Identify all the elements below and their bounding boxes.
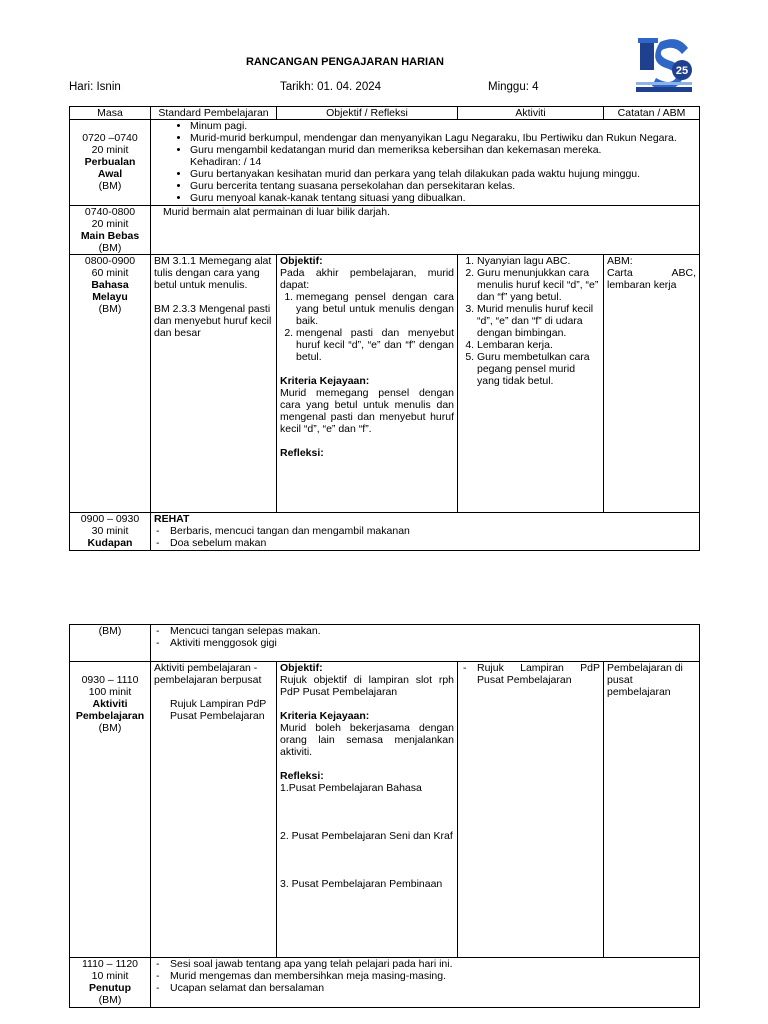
time-cell: [70, 206, 151, 255]
session-name: Bahasa: [91, 279, 129, 291]
list-item: 4. Lembaran kerja.: [477, 339, 600, 351]
objective-cell: [277, 662, 458, 958]
list-item: 3. Murid menulis huruf kecil “d”, “e” dan “f” di udara dengan bimbingan.: [477, 303, 600, 339]
date-label: Tarikh: 01. 04. 2024: [280, 81, 382, 93]
time-range: 0900 – 0930: [80, 513, 140, 525]
table-row-continuation: [70, 625, 700, 662]
language-tag: (BM): [98, 242, 122, 254]
lesson-table-1: [69, 106, 700, 551]
aktiviti-cell: [458, 255, 604, 513]
abm-text: Carta ABC, lembaran kerja: [607, 267, 696, 291]
duration: 30 minit: [91, 525, 129, 537]
reflection-item: 2. Pusat Pembelajaran Seni dan Kraf: [280, 830, 453, 842]
school-logo: [630, 30, 698, 98]
list-item: • Guru bercerita tentang suasana persekolahan dan persekitaran kelas.: [190, 180, 696, 192]
language-tag: (BM): [98, 303, 122, 315]
time-range: 0930 – 1110: [81, 674, 139, 686]
table-row-kudapan: [70, 513, 700, 551]
criteria-label: Kriteria Kejayaan:: [280, 375, 370, 387]
session-name: Kudapan: [87, 537, 133, 549]
language-tag: (BM): [98, 180, 122, 192]
list-item: 5. Guru membetulkan cara pegang pensel murid yang tidak betul.: [477, 351, 600, 387]
duration: 20 minit: [91, 144, 129, 156]
criteria-text: Murid boleh bekerjasama dengan orang lain semasa menjalankan aktiviti.: [280, 722, 454, 758]
session-name: Perbualan: [84, 156, 136, 168]
catatan-cell: [604, 662, 700, 958]
table-row-bahasa-melayu: [70, 255, 700, 513]
col-header-standard: Standard Pembelajaran: [151, 107, 277, 120]
activity-cell: [151, 958, 700, 1008]
language-tag: (BM): [98, 722, 122, 734]
language-tag: (BM): [98, 625, 122, 637]
table-header-row: [70, 107, 700, 120]
duration: 20 minit: [91, 218, 129, 230]
aktiviti-list: [461, 255, 600, 387]
time-cell: [70, 120, 151, 206]
session-name: Penutup: [89, 982, 131, 994]
catatan-cell: [604, 255, 700, 513]
criteria-label: Kriteria Kejayaan:: [280, 710, 370, 722]
rehat-heading: REHAT: [154, 513, 190, 525]
list-item: - Doa sebelum makan: [154, 537, 696, 549]
list-item: • Guru mengambil kedatangan murid dan memeriksa kebersihan dan kekemasan mereka.: [190, 144, 696, 156]
list-item: 1. memegang pensel dengan cara yang betul untuk menulis dengan baik.: [296, 291, 454, 327]
standard-1: Aktiviti pembelajaran -pembelajaran berpusat: [154, 662, 262, 686]
list-item: - Berbaris, mencuci tangan dan mengambil makanan: [154, 525, 696, 537]
activity-cell: [151, 513, 700, 551]
table-row-penutup: [70, 958, 700, 1008]
list-item: 2. mengenal pasti dan menyebut huruf kecil “d”, “e” dan “f” dengan betul.: [296, 327, 454, 363]
objective-list: [280, 291, 454, 363]
abm-label: ABM:: [607, 255, 633, 267]
list-item: - Murid mengemas dan membersihkan meja masing-masing.: [154, 970, 696, 982]
list-item: - Mencuci tangan selepas makan.: [154, 625, 696, 637]
week-label: Minggu: 4: [488, 81, 539, 93]
day-label: Hari: Isnin: [69, 81, 121, 93]
session-name-2: Awal: [97, 168, 123, 180]
time-range: 0720 –0740: [82, 132, 138, 144]
time-cell: [70, 625, 151, 662]
time-range: 0740-0800: [84, 206, 136, 218]
objective-intro: Pada akhir pembelajaran, murid dapat:: [280, 267, 454, 291]
table-row-aktiviti-pembelajaran: [70, 662, 700, 958]
list-item: - Rujuk Lampiran PdP Pusat Pembelajaran: [461, 662, 600, 686]
col-header-aktiviti: Aktiviti: [458, 107, 604, 120]
list-item: • Minum pagi.: [190, 120, 696, 132]
list-item: - Aktiviti menggosok gigi: [154, 637, 696, 649]
session-name-2: Melayu: [92, 291, 128, 303]
table-row-perbualan-awal: [70, 120, 700, 206]
duration: 100 minit: [88, 686, 132, 698]
time-cell: [70, 513, 151, 551]
reflection-item: 1.Pusat Pembelajaran Bahasa: [280, 782, 422, 794]
standard-1: BM 3.1.1 Memegang alat tulis dengan cara yang betul untuk menulis.: [154, 255, 272, 291]
objective-text: Rujuk objektif di lampiran slot rph PdP Pusat Pembelajaran: [280, 674, 454, 698]
catatan-text: Pembelajaran di pusat pembelajaran: [607, 662, 683, 698]
page-title: RANCANGAN PENGAJARAN HARIAN: [245, 56, 444, 68]
list-item: • Murid-murid berkumpul, mendengar dan menyanyikan Lagu Negaraku, Ibu Pertiwiku dan Rukun Negara.: [190, 132, 696, 144]
attendance-line: Kehadiran: / 14: [190, 156, 262, 168]
reflection-label: Refleksi:: [280, 447, 324, 459]
activity-cell: [151, 206, 700, 255]
list-item: - Sesi soal jawab tentang apa yang telah pelajari pada hari ini.: [154, 958, 696, 970]
objective-label: Objektif:: [280, 255, 323, 267]
standard-2: Rujuk Lampiran PdP Pusat Pembelajaran: [170, 698, 267, 722]
table-row-main-bebas: [70, 206, 700, 255]
duration: 60 minit: [91, 267, 129, 279]
session-name-2: Pembelajaran: [75, 710, 145, 722]
activity-text: Murid bermain alat permainan di luar bilik darjah.: [163, 206, 391, 218]
col-header-objektif: Objektif / Refleksi: [277, 107, 458, 120]
reflection-item: 3. Pusat Pembelajaran Pembinaan: [280, 878, 443, 890]
time-range: 1110 – 1120: [81, 958, 139, 970]
time-cell: [70, 662, 151, 958]
reflection-label: Refleksi:: [280, 770, 324, 782]
list-item: - Ucapan selamat dan bersalaman: [154, 982, 696, 994]
list-item: • Guru bertanyakan kesihatan murid dan perkara yang telah dilakukan pada waktu hujung minggu.: [190, 168, 696, 180]
standard-cell: [151, 662, 277, 958]
standard-cell: [151, 255, 277, 513]
session-name: Aktiviti: [92, 698, 128, 710]
logo-number: 25: [675, 65, 689, 77]
time-range: 0800-0900: [84, 255, 136, 267]
aktiviti-cell: [458, 662, 604, 958]
col-header-catatan: Catatan / ABM: [604, 107, 700, 120]
language-tag: (BM): [98, 994, 122, 1006]
objective-cell: [277, 255, 458, 513]
lesson-table-2: [69, 624, 700, 1008]
time-cell: [70, 255, 151, 513]
activity-cell: [151, 625, 700, 662]
list-item: • Guru menyoal kanak-kanak tentang situasi yang dibualkan.: [190, 192, 696, 204]
standard-2: BM 2.3.3 Mengenal pasti dan menyebut huruf kecil dan besar: [154, 303, 272, 339]
objective-label: Objektif:: [280, 662, 323, 674]
list-item: 1. Nyanyian lagu ABC.: [477, 255, 600, 267]
criteria-text: Murid memegang pensel dengan cara yang betul untuk menulis dan mengenal pasti dan menyebut huruf kecil “d”, “e” dan “f”.: [280, 387, 454, 435]
col-header-masa: Masa: [70, 107, 151, 120]
time-cell: [70, 958, 151, 1008]
list-item: 2. Guru menunjukkan cara menulis huruf kecil “d”, “e” dan “f” yang betul.: [477, 267, 600, 303]
session-name: Main Bebas: [80, 230, 140, 242]
duration: 10 minit: [91, 970, 129, 982]
activity-cell: [151, 120, 700, 206]
activity-list: [154, 120, 696, 204]
